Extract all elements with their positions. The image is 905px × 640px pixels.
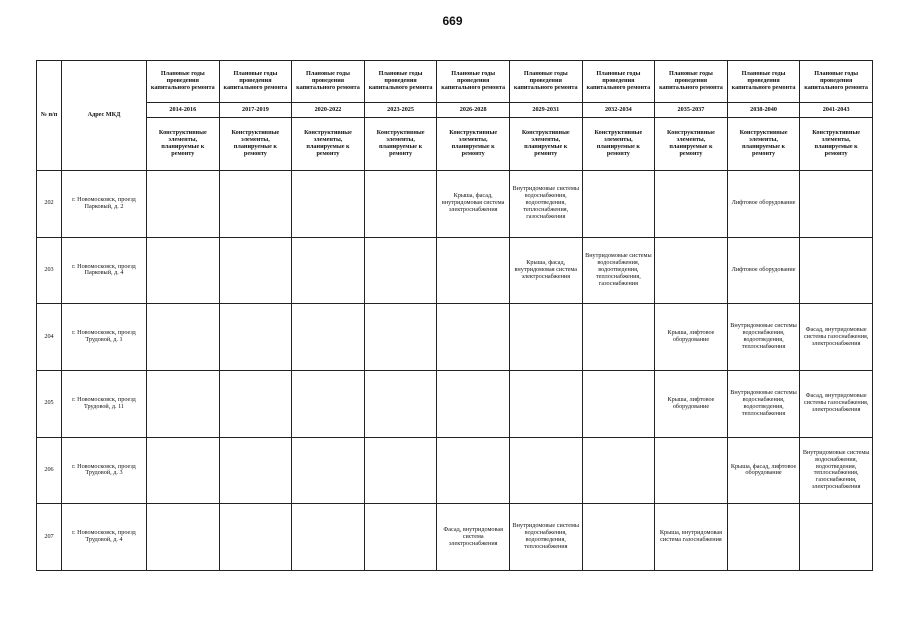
table-cell — [147, 504, 220, 571]
period-header: Плановые годы проведения капитального ремонта — [582, 61, 655, 103]
period-subheader: Конструктивные элементы, планируемые к ремонту — [292, 118, 365, 171]
table-row — [37, 304, 873, 371]
period-years: 2023-2025 — [364, 103, 437, 118]
table-cell — [219, 237, 292, 304]
row-address: г. Новомосковск, проезд Трудовой, д. 3 — [62, 437, 147, 504]
period-years: 2029-2031 — [509, 103, 582, 118]
table-cell — [437, 437, 510, 504]
table-cell — [219, 304, 292, 371]
table-cell — [364, 304, 437, 371]
table-cell: Фасад, внутридомовые системы газоснабжения, электроснабжения — [800, 370, 873, 437]
period-header: Плановые годы проведения капитального ремонта — [800, 61, 873, 103]
period-years: 2020-2022 — [292, 103, 365, 118]
table-cell — [219, 370, 292, 437]
table-cell — [364, 237, 437, 304]
table-cell — [147, 237, 220, 304]
table-cell: Внутридомовые системы водоснабжения, водоотведения, теплоснабжения — [727, 370, 800, 437]
table-cell — [582, 437, 655, 504]
table-cell — [800, 171, 873, 238]
period-years: 2041-2043 — [800, 103, 873, 118]
table-cell — [655, 171, 728, 238]
table-cell — [364, 370, 437, 437]
table-cell — [582, 370, 655, 437]
period-header: Плановые годы проведения капитального ремонта — [292, 61, 365, 103]
col-num-header: № п/п — [37, 61, 62, 171]
row-number: 204 — [37, 304, 62, 371]
capital-repair-table — [36, 60, 873, 571]
table-cell — [147, 370, 220, 437]
table-cell: Лифтовое оборудование — [727, 237, 800, 304]
table-cell — [147, 304, 220, 371]
table-cell — [582, 304, 655, 371]
period-years: 2035-2037 — [655, 103, 728, 118]
table-cell — [509, 304, 582, 371]
period-header: Плановые годы проведения капитального ремонта — [727, 61, 800, 103]
table-cell — [437, 237, 510, 304]
table-cell — [292, 304, 365, 371]
table-cell — [219, 504, 292, 571]
period-years: 2038-2040 — [727, 103, 800, 118]
period-subheader: Конструктивные элементы, планируемые к ремонту — [147, 118, 220, 171]
table-cell — [364, 437, 437, 504]
table-row — [37, 504, 873, 571]
table-cell — [292, 504, 365, 571]
period-subheader: Конструктивные элементы, планируемые к ремонту — [437, 118, 510, 171]
table-row — [37, 370, 873, 437]
period-subheader: Конструктивные элементы, планируемые к ремонту — [364, 118, 437, 171]
period-subheader: Конструктивные элементы, планируемые к ремонту — [727, 118, 800, 171]
period-subheader: Конструктивные элементы, планируемые к ремонту — [582, 118, 655, 171]
table-cell — [219, 437, 292, 504]
period-header: Плановые годы проведения капитального ремонта — [147, 61, 220, 103]
table-cell: Внутридомовые системы водоснабжения, водоотведения, теплоснабжения, газоснабжения, электроснабжения — [800, 437, 873, 504]
table-cell — [219, 171, 292, 238]
table-cell: Крыша, лифтовое оборудование — [655, 304, 728, 371]
table-row — [37, 171, 873, 238]
col-address-header: Адрес МКД — [62, 61, 147, 171]
page-number: 669 — [442, 14, 463, 28]
table-cell: Внутридомовые системы водоснабжения, водоотведения, теплоснабжения, газоснабжения — [582, 237, 655, 304]
table-cell: Крыша, внутридомовая система газоснабжения — [655, 504, 728, 571]
table-cell — [364, 504, 437, 571]
table-cell — [509, 437, 582, 504]
table-cell — [655, 437, 728, 504]
table-cell — [582, 504, 655, 571]
table-cell — [800, 237, 873, 304]
table-cell: Лифтовое оборудование — [727, 171, 800, 238]
period-header: Плановые годы проведения капитального ремонта — [509, 61, 582, 103]
table-cell — [147, 171, 220, 238]
table-cell — [655, 237, 728, 304]
table-row — [37, 437, 873, 504]
period-header: Плановые годы проведения капитального ремонта — [655, 61, 728, 103]
table-cell — [364, 171, 437, 238]
row-number: 205 — [37, 370, 62, 437]
row-number: 206 — [37, 437, 62, 504]
row-address: г. Новомосковск, проезд Парковый, д. 2 — [62, 171, 147, 238]
table-cell: Крыша, фасад, внутридомовая система электроснабжения — [509, 237, 582, 304]
header-row-top — [37, 61, 873, 103]
header-row-years — [37, 103, 873, 118]
table-cell: Внутридомовые системы водоснабжения, водоотведения, теплоснабжения — [509, 504, 582, 571]
table-cell — [292, 370, 365, 437]
row-number: 203 — [37, 237, 62, 304]
row-address: г. Новомосковск, проезд Трудовой, д. 11 — [62, 370, 147, 437]
period-header: Плановые годы проведения капитального ремонта — [364, 61, 437, 103]
table-cell — [437, 370, 510, 437]
table-cell — [437, 304, 510, 371]
period-header: Плановые годы проведения капитального ремонта — [437, 61, 510, 103]
row-address: г. Новомосковск, проезд Трудовой, д. 1 — [62, 304, 147, 371]
period-years: 2032-2034 — [582, 103, 655, 118]
row-address: г. Новомосковск, проезд Трудовой, д. 4 — [62, 504, 147, 571]
table-cell — [582, 171, 655, 238]
period-years: 2026-2028 — [437, 103, 510, 118]
table-cell — [800, 504, 873, 571]
table-cell — [292, 237, 365, 304]
period-subheader: Конструктивные элементы, планируемые к ремонту — [509, 118, 582, 171]
period-years: 2014-2016 — [147, 103, 220, 118]
row-number: 207 — [37, 504, 62, 571]
table-cell — [147, 437, 220, 504]
row-address: г. Новомосковск, проезд Парковый, д. 4 — [62, 237, 147, 304]
table-cell: Крыша, лифтовое оборудование — [655, 370, 728, 437]
table-cell: Крыша, фасад, лифтовое оборудование — [727, 437, 800, 504]
table-cell: Внутридомовые системы водоснабжения, водоотведения, теплоснабжения, газоснабжения — [509, 171, 582, 238]
row-number: 202 — [37, 171, 62, 238]
period-subheader: Конструктивные элементы, планируемые к ремонту — [800, 118, 873, 171]
table-cell — [292, 437, 365, 504]
table-cell: Фасад, внутридомовая система электроснабжения — [437, 504, 510, 571]
table-cell — [727, 504, 800, 571]
table-cell — [509, 370, 582, 437]
period-subheader: Конструктивные элементы, планируемые к ремонту — [655, 118, 728, 171]
header-row-elements — [37, 118, 873, 171]
table-cell: Фасад, внутридомовые системы газоснабжения, электроснабжения — [800, 304, 873, 371]
table-cell — [292, 171, 365, 238]
period-header: Плановые годы проведения капитального ремонта — [219, 61, 292, 103]
table-cell: Крыша, фасад, внутридомовая система электроснабжения — [437, 171, 510, 238]
period-subheader: Конструктивные элементы, планируемые к ремонту — [219, 118, 292, 171]
table-cell: Внутридомовые системы водоснабжения, водоотведения, теплоснабжения — [727, 304, 800, 371]
period-years: 2017-2019 — [219, 103, 292, 118]
table-row — [37, 237, 873, 304]
